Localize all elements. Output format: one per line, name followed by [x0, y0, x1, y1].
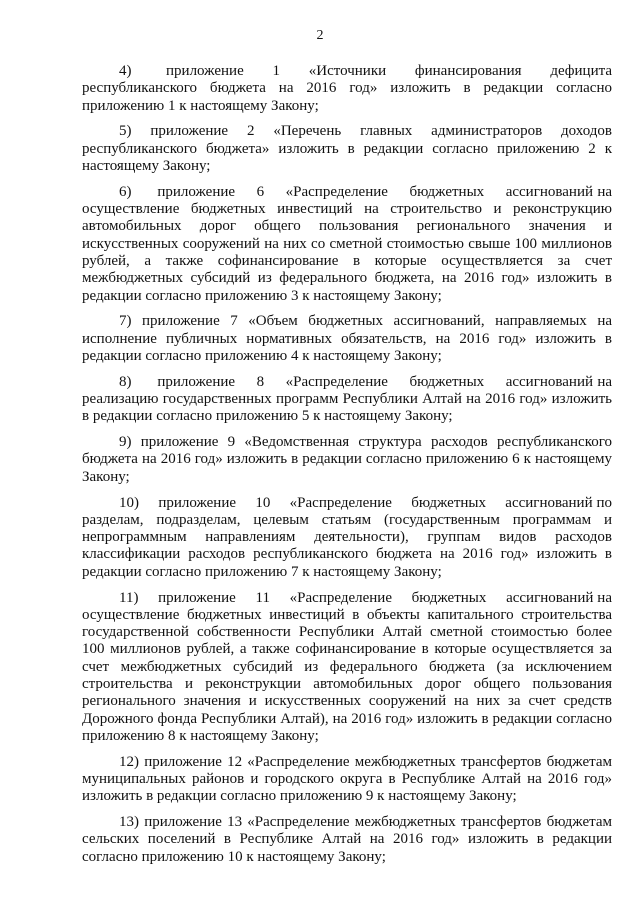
paragraph-item-11: 11) приложение 11 «Распределение бюджетных ассигнований на осуществление бюджетных инвестиций в объекты капитального строительства государственной собственности Республики Алтай сметной стоимостью более 100 миллионов рублей, а также софинансирование в которые осуществляется за счет межбюджетных субсидий из федерального бюджета (за исключением строительства и реконструкции автомобильных дорог общего пользования регионального значения и искусственных сооружений на них за счет средств Дорожного фонда Республики Алтай), на 2016 год» изложить в редакции согласно приложению 8 к настоящему Закону;: [82, 589, 612, 744]
paragraph-item-6: 6) приложение 6 «Распределение бюджетных ассигнований на осуществление бюджетных инвестиций на строительство и реконструкцию автомобильных дорог общего пользования регионального значения и искусственных сооружений на них со сметной стоимостью свыше 100 миллионов рублей, а также софинансирование в которые осуществляется за счет межбюджетных субсидий из федерального бюджета, на 2016 год» изложить в редакции согласно приложению 3 к настоящему Закону;: [82, 183, 612, 304]
paragraph-item-5: 5) приложение 2 «Перечень главных администраторов доходов республиканского бюджета» изложить в редакции согласно приложению 2 к настоящему Закону;: [82, 123, 612, 174]
paragraph-item-8: 8) приложение 8 «Распределение бюджетных ассигнований на реализацию государственных программ Республики Алтай на 2016 год» изложить в редакции согласно приложению 5 к настоящему Закону;: [82, 373, 612, 425]
document-body: [82, 63, 612, 874]
paragraph-item-12: 12) приложение 12 «Распределение межбюджетных трансфертов бюджетам муниципальных районов и городского округа в Республике Алтай на 2016 год» изложить в редакции согласно приложению 9 к настоящему Закону;: [82, 753, 612, 805]
paragraph-item-9: 9) приложение 9 «Ведомственная структура расходов республиканского бюджета на 2016 год» изложить в редакции согласно приложению 6 к настоящему Закону;: [82, 434, 612, 485]
paragraph-item-7: 7) приложение 7 «Объем бюджетных ассигнований, направляемых на исполнение публичных нормативных обязательств, на 2016 год» изложить в редакции согласно приложению 4 к настоящему Закону;: [82, 313, 612, 364]
paragraph-item-13: 13) приложение 13 «Распределение межбюджетных трансфертов бюджетам сельских поселений в Республике Алтай на 2016 год» изложить в редакции согласно приложению 10 к настоящему Закону;: [82, 814, 612, 865]
paragraph-item-4: 4) приложение 1 «Источники финансирования дефицита республиканского бюджета на 2016 год» изложить в редакции согласно приложению 1 к настоящему Закону;: [82, 63, 612, 114]
page-number: 2: [316, 28, 324, 43]
paragraph-item-10: 10) приложение 10 «Распределение бюджетных ассигнований по разделам, подразделам, целевым статьям (государственным программам и непрограммным направлениям деятельности), группам видов расходов классификации расходов республиканского бюджета на 2016 год» изложить в редакции согласно приложению 7 к настоящему Закону;: [82, 494, 612, 580]
